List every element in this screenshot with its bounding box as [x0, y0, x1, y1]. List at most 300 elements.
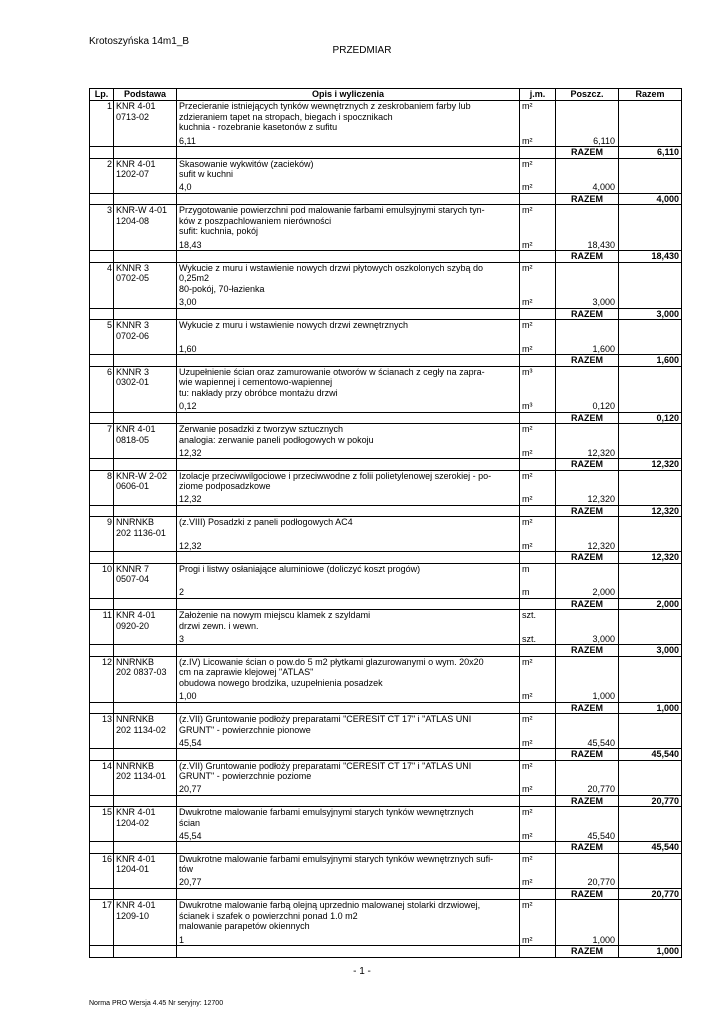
item-unit: [520, 320, 556, 355]
total-blank-cell: [177, 412, 520, 424]
unit-bottom: m²: [522, 182, 533, 192]
item-unit: [520, 714, 556, 749]
basis-line: NNRNKB: [116, 517, 155, 527]
basis-line: KNNR 3: [116, 320, 150, 330]
item-poszcz: [556, 656, 619, 702]
item-razem-blank: [619, 714, 682, 749]
item-poszcz: [556, 320, 619, 355]
item-razem-blank: [619, 656, 682, 702]
poszcz-value: 1,000: [592, 691, 615, 701]
total-label: RAZEM: [556, 842, 619, 854]
quantity-formula: 20,77: [179, 877, 202, 887]
quantity-formula: 45,54: [179, 737, 202, 748]
total-blank-cell: [114, 749, 177, 761]
item-unit: [520, 158, 556, 193]
description-line: GRUNT" - powierzchnie poziome: [179, 771, 312, 781]
item-basis: [114, 424, 177, 459]
item-poszcz: [556, 158, 619, 193]
item-unit: [520, 101, 556, 147]
item-razem-blank: [619, 101, 682, 147]
item-number: 6: [90, 366, 114, 412]
total-row: [90, 946, 682, 958]
item-basis: [114, 714, 177, 749]
poszcz-value: 12,320: [587, 447, 615, 458]
description-line: ścian: [179, 817, 201, 828]
table-row: [90, 262, 682, 308]
poszcz-value: 45,540: [587, 737, 615, 748]
quantity-formula: 12,32: [179, 447, 202, 458]
page-number: - 1 -: [353, 966, 371, 977]
unit-bottom: m²: [522, 934, 533, 945]
table-row: [90, 205, 682, 251]
total-blank-cell: [114, 505, 177, 517]
basis-line: 1204-02: [116, 817, 150, 828]
poszcz-value: 45,540: [587, 830, 615, 841]
poszcz-value: 3,000: [592, 297, 615, 307]
basis-line: 1204-01: [116, 864, 150, 874]
description-line: malowanie parapetów okiennych: [179, 921, 310, 931]
item-basis: [114, 563, 177, 598]
total-blank-cell: [114, 702, 177, 714]
total-blank-cell: [520, 147, 556, 159]
basis-line: 202 1136-01: [116, 527, 166, 538]
quantity-formula: 1,60: [179, 343, 197, 354]
total-blank-cell: [520, 412, 556, 424]
item-poszcz: [556, 101, 619, 147]
total-blank-cell: [177, 842, 520, 854]
basis-line: 0507-04: [116, 574, 150, 584]
total-blank-cell: [90, 749, 114, 761]
item-razem-blank: [619, 563, 682, 598]
total-blank-cell: [114, 552, 177, 564]
unit-top: m²: [522, 760, 533, 771]
item-number: 13: [90, 714, 114, 749]
total-row: [90, 552, 682, 564]
total-blank-cell: [114, 193, 177, 205]
total-value: 45,540: [619, 749, 682, 761]
total-blank-cell: [90, 147, 114, 159]
total-value: 2,000: [619, 598, 682, 610]
description-line: drzwi zewn. i wewn.: [179, 620, 259, 631]
item-description: [177, 424, 520, 459]
unit-top: m²: [522, 656, 533, 667]
unit-top: m²: [522, 101, 533, 111]
total-blank-cell: [520, 888, 556, 900]
total-label: RAZEM: [556, 459, 619, 471]
unit-bottom: m²: [522, 830, 533, 841]
unit-bottom: m²: [522, 447, 533, 458]
item-poszcz: [556, 262, 619, 308]
quantity-formula: 2: [179, 587, 185, 597]
item-basis: [114, 470, 177, 505]
total-blank-cell: [114, 459, 177, 471]
item-poszcz: [556, 470, 619, 505]
total-row: [90, 355, 682, 367]
total-blank-cell: [90, 946, 114, 958]
item-unit: [520, 760, 556, 795]
item-basis: [114, 101, 177, 147]
total-label: RAZEM: [556, 355, 619, 367]
total-blank-cell: [90, 308, 114, 320]
description-line: (z.IV) Licowanie ścian o pow.do 5 m2 płytkami glazurowanymi o wym. 20x20: [179, 656, 484, 667]
item-poszcz: [556, 900, 619, 946]
item-unit: [520, 366, 556, 412]
item-description: [177, 610, 520, 645]
total-blank-cell: [177, 795, 520, 807]
poszcz-value: 18,430: [587, 239, 615, 250]
item-razem-blank: [619, 900, 682, 946]
item-number: 12: [90, 656, 114, 702]
item-number: 4: [90, 262, 114, 308]
total-label: RAZEM: [556, 888, 619, 900]
unit-bottom: szt.: [522, 633, 537, 644]
total-blank-cell: [90, 702, 114, 714]
unit-bottom: m³: [522, 401, 533, 411]
basis-line: KNNR 7: [116, 563, 150, 574]
item-unit: [520, 424, 556, 459]
description-line: (z.VIII) Posadzki z paneli podłogowych AC4: [179, 517, 353, 527]
basis-line: KNNR 3: [116, 262, 150, 273]
total-row: [90, 598, 682, 610]
quantity-formula: 45,54: [179, 830, 202, 841]
basis-line: 202 1134-02: [116, 724, 166, 735]
estimate-table: [89, 88, 682, 958]
item-description: [177, 900, 520, 946]
unit-bottom: m²: [522, 737, 533, 748]
item-poszcz: [556, 563, 619, 598]
basis-line: NNRNKB: [116, 760, 155, 771]
item-description: [177, 563, 520, 598]
total-blank-cell: [520, 645, 556, 657]
total-blank-cell: [114, 355, 177, 367]
table-row: [90, 101, 682, 147]
total-blank-cell: [177, 459, 520, 471]
basis-line: NNRNKB: [116, 714, 155, 724]
item-razem-blank: [619, 424, 682, 459]
description-line: (z.VII) Gruntowanie podłoży preparatami "CERESIT CT 17" i "ATLAS UNI: [179, 760, 472, 771]
unit-bottom: m²: [522, 239, 533, 250]
total-blank-cell: [177, 505, 520, 517]
unit-bottom: m²: [522, 784, 533, 794]
table-row: [90, 563, 682, 598]
item-number: 11: [90, 610, 114, 645]
total-value: 0,120: [619, 412, 682, 424]
unit-top: m²: [522, 900, 533, 910]
unit-bottom: m²: [522, 494, 533, 504]
total-blank-cell: [520, 355, 556, 367]
total-blank-cell: [90, 795, 114, 807]
total-blank-cell: [520, 459, 556, 471]
description-line: Skasowanie wykwitów (zacieków): [179, 158, 314, 169]
total-value: 12,320: [619, 552, 682, 564]
item-razem-blank: [619, 470, 682, 505]
total-row: [90, 795, 682, 807]
unit-top: m²: [522, 807, 533, 817]
poszcz-value: 3,000: [592, 633, 615, 644]
item-unit: [520, 205, 556, 251]
unit-bottom: m: [522, 587, 530, 597]
basis-line: 202 1134-01: [116, 771, 166, 781]
item-number: 7: [90, 424, 114, 459]
item-number: 14: [90, 760, 114, 795]
item-basis: [114, 205, 177, 251]
item-description: [177, 320, 520, 355]
description-line: Wykucie z muru i wstawienie nowych drzwi zewnętrznych: [179, 320, 408, 330]
item-razem-blank: [619, 517, 682, 552]
basis-line: 0702-06: [116, 330, 150, 341]
unit-top: m²: [522, 205, 533, 215]
description-line: tów: [179, 864, 194, 874]
total-label: RAZEM: [556, 552, 619, 564]
total-blank-cell: [90, 645, 114, 657]
total-blank-cell: [177, 251, 520, 263]
table-body: [90, 101, 682, 958]
total-row: [90, 888, 682, 900]
item-razem-blank: [619, 807, 682, 842]
basis-line: 202 0837-03: [116, 667, 167, 677]
unit-top: m²: [522, 517, 533, 527]
total-label: RAZEM: [556, 598, 619, 610]
item-number: 1: [90, 101, 114, 147]
unit-top: m²: [522, 714, 533, 724]
total-blank-cell: [90, 251, 114, 263]
total-row: [90, 505, 682, 517]
item-description: [177, 470, 520, 505]
description-line: Zerwanie posadzki z tworzyw sztucznych: [179, 424, 344, 434]
total-label: RAZEM: [556, 946, 619, 958]
total-blank-cell: [114, 946, 177, 958]
total-blank-cell: [90, 412, 114, 424]
description-line: sufit w kuchni: [179, 169, 234, 179]
unit-top: m³: [522, 366, 533, 377]
total-blank-cell: [177, 946, 520, 958]
item-number: 3: [90, 205, 114, 251]
basis-line: KNR 4-01: [116, 853, 156, 864]
description-line: GRUNT" - powierzchnie pionowe: [179, 724, 311, 735]
description-line: Wykucie z muru i wstawienie nowych drzwi płytowych oszkolonych szybą do: [179, 262, 484, 273]
basis-line: 1209-10: [116, 910, 150, 921]
total-value: 12,320: [619, 505, 682, 517]
quantity-formula: 6,11: [179, 135, 196, 146]
item-razem-blank: [619, 320, 682, 355]
total-blank-cell: [114, 795, 177, 807]
item-unit: [520, 262, 556, 308]
total-label: RAZEM: [556, 308, 619, 320]
unit-bottom: m²: [522, 540, 533, 551]
item-poszcz: [556, 610, 619, 645]
basis-line: 0920-20: [116, 620, 150, 631]
total-row: [90, 147, 682, 159]
poszcz-value: 20,770: [587, 877, 615, 887]
poszcz-value: 12,320: [587, 494, 615, 504]
item-number: 17: [90, 900, 114, 946]
item-description: [177, 807, 520, 842]
unit-bottom: m²: [522, 877, 533, 887]
total-blank-cell: [520, 795, 556, 807]
description-line: sufit: kuchnia, pokój: [179, 226, 259, 236]
item-razem-blank: [619, 853, 682, 888]
total-label: RAZEM: [556, 702, 619, 714]
quantity-formula: 3,00: [179, 297, 197, 307]
total-blank-cell: [114, 147, 177, 159]
quantity-formula: 1,00: [179, 691, 197, 701]
unit-bottom: m²: [522, 297, 533, 307]
quantity-formula: 4,0: [179, 182, 192, 192]
item-number: 16: [90, 853, 114, 888]
item-basis: [114, 807, 177, 842]
item-description: [177, 760, 520, 795]
basis-line: KNR 4-01: [116, 900, 156, 910]
unit-top: m²: [522, 158, 533, 169]
description-line: Izolacje przeciwwilgociowe i przeciwwodne z folii polietylenowej szerokiej - po-: [179, 470, 492, 481]
total-blank-cell: [520, 749, 556, 761]
table-row: [90, 320, 682, 355]
description-line: [179, 331, 517, 342]
table-row: [90, 853, 682, 888]
total-label: RAZEM: [556, 147, 619, 159]
total-row: [90, 842, 682, 854]
total-value: 18,430: [619, 251, 682, 263]
poszcz-value: 1,000: [592, 934, 615, 945]
total-blank-cell: [90, 355, 114, 367]
total-blank-cell: [90, 505, 114, 517]
item-unit: [520, 807, 556, 842]
total-blank-cell: [90, 459, 114, 471]
item-number: 5: [90, 320, 114, 355]
poszcz-value: 0,120: [592, 401, 615, 411]
item-number: 15: [90, 807, 114, 842]
unit-bottom: m²: [522, 691, 533, 701]
total-label: RAZEM: [556, 193, 619, 205]
item-poszcz: [556, 853, 619, 888]
item-number: 10: [90, 563, 114, 598]
description-line: Założenie na nowym miejscu klamek z szyldami: [179, 610, 371, 620]
description-line: Dwukrotne malowanie farbą olejną uprzednio malowanej stolarki drzwiowej,: [179, 900, 481, 910]
poszcz-value: 1,600: [592, 343, 615, 354]
total-blank-cell: [520, 251, 556, 263]
total-blank-cell: [177, 193, 520, 205]
unit-top: m²: [522, 320, 533, 330]
item-basis: [114, 760, 177, 795]
total-row: [90, 251, 682, 263]
total-blank-cell: [520, 552, 556, 564]
total-blank-cell: [114, 645, 177, 657]
col-header-poszcz: Poszcz.: [556, 89, 619, 101]
col-header-podstawa: Podstawa: [114, 89, 177, 101]
total-label: RAZEM: [556, 795, 619, 807]
table-row: [90, 470, 682, 505]
quantity-formula: 18,43: [179, 239, 202, 250]
basis-line: 1204-08: [116, 215, 150, 226]
unit-bottom: m²: [522, 135, 533, 146]
item-basis: [114, 366, 177, 412]
item-basis: [114, 320, 177, 355]
description-line: tu: nakłady przy obróbce montażu drzwi: [179, 387, 338, 398]
basis-line: 0713-02: [116, 111, 150, 122]
item-description: [177, 262, 520, 308]
item-description: [177, 656, 520, 702]
document-name: Krotoszyńska 14m1_B: [89, 36, 190, 47]
poszcz-value: 12,320: [587, 540, 615, 551]
total-value: 12,320: [619, 459, 682, 471]
total-blank-cell: [177, 598, 520, 610]
item-poszcz: [556, 807, 619, 842]
total-blank-cell: [177, 645, 520, 657]
total-blank-cell: [90, 598, 114, 610]
description-line: ków z poszpachlowaniem nierówności: [179, 215, 332, 226]
unit-top: m²: [522, 470, 533, 481]
total-blank-cell: [114, 308, 177, 320]
description-line: 80-pokój, 70-łazienka: [179, 283, 265, 294]
total-blank-cell: [520, 702, 556, 714]
description-line: ścianek i szafek o powierzchni ponad 1.0 m2: [179, 910, 358, 921]
total-blank-cell: [520, 308, 556, 320]
basis-line: KNR 4-01: [116, 158, 156, 169]
basis-line: 0606-01: [116, 481, 150, 491]
col-header-razem: Razem: [619, 89, 682, 101]
item-basis: [114, 610, 177, 645]
total-value: 45,540: [619, 842, 682, 854]
total-value: 3,000: [619, 645, 682, 657]
total-row: [90, 702, 682, 714]
total-blank-cell: [520, 193, 556, 205]
description-line: wie wapiennej i cementowo-wapiennej: [179, 377, 333, 387]
table-row: [90, 517, 682, 552]
basis-line: KNR 4-01: [116, 610, 156, 620]
unit-top: m²: [522, 853, 533, 864]
basis-line: KNR 4-01: [116, 807, 156, 817]
col-header-lp: Lp.: [90, 89, 114, 101]
item-unit: [520, 470, 556, 505]
total-value: 1,600: [619, 355, 682, 367]
item-description: [177, 158, 520, 193]
quantity-formula: 0,12: [179, 401, 197, 411]
total-blank-cell: [90, 888, 114, 900]
total-label: RAZEM: [556, 645, 619, 657]
col-header-jm: j.m.: [520, 89, 556, 101]
item-razem-blank: [619, 366, 682, 412]
item-basis: [114, 900, 177, 946]
item-number: 8: [90, 470, 114, 505]
basis-line: KNNR 3: [116, 366, 150, 377]
item-razem-blank: [619, 205, 682, 251]
table-row: [90, 424, 682, 459]
item-description: [177, 853, 520, 888]
item-razem-blank: [619, 262, 682, 308]
description-line: Przygotowanie powierzchni pod malowanie farbami emulsyjnymi starych tyn-: [179, 205, 485, 215]
total-blank-cell: [177, 749, 520, 761]
description-line: Dwukrotne malowanie farbami emulsyjnymi starych tynków wewnętrznych: [179, 807, 474, 817]
poszcz-value: 20,770: [587, 784, 615, 794]
item-unit: [520, 563, 556, 598]
basis-line: KNR-W 2-02: [116, 470, 168, 481]
table-row: [90, 158, 682, 193]
basis-line: KNR 4-01: [116, 101, 156, 111]
basis-line: 0702-05: [116, 273, 150, 283]
description-line: cm na zaprawie klejowej "ATLAS": [179, 667, 314, 677]
description-line: Przecieranie istniejących tynków wewnętrznych z zeskrobaniem farby lub: [179, 101, 471, 111]
total-value: 1,000: [619, 702, 682, 714]
basis-line: NNRNKB: [116, 656, 155, 667]
description-line: kuchnia - rozebranie kasetonów z sufitu: [179, 122, 338, 132]
total-label: RAZEM: [556, 505, 619, 517]
item-basis: [114, 656, 177, 702]
total-value: 4,000: [619, 193, 682, 205]
description-line: 0,25m2: [179, 273, 210, 283]
item-description: [177, 517, 520, 552]
total-row: [90, 308, 682, 320]
total-blank-cell: [177, 552, 520, 564]
